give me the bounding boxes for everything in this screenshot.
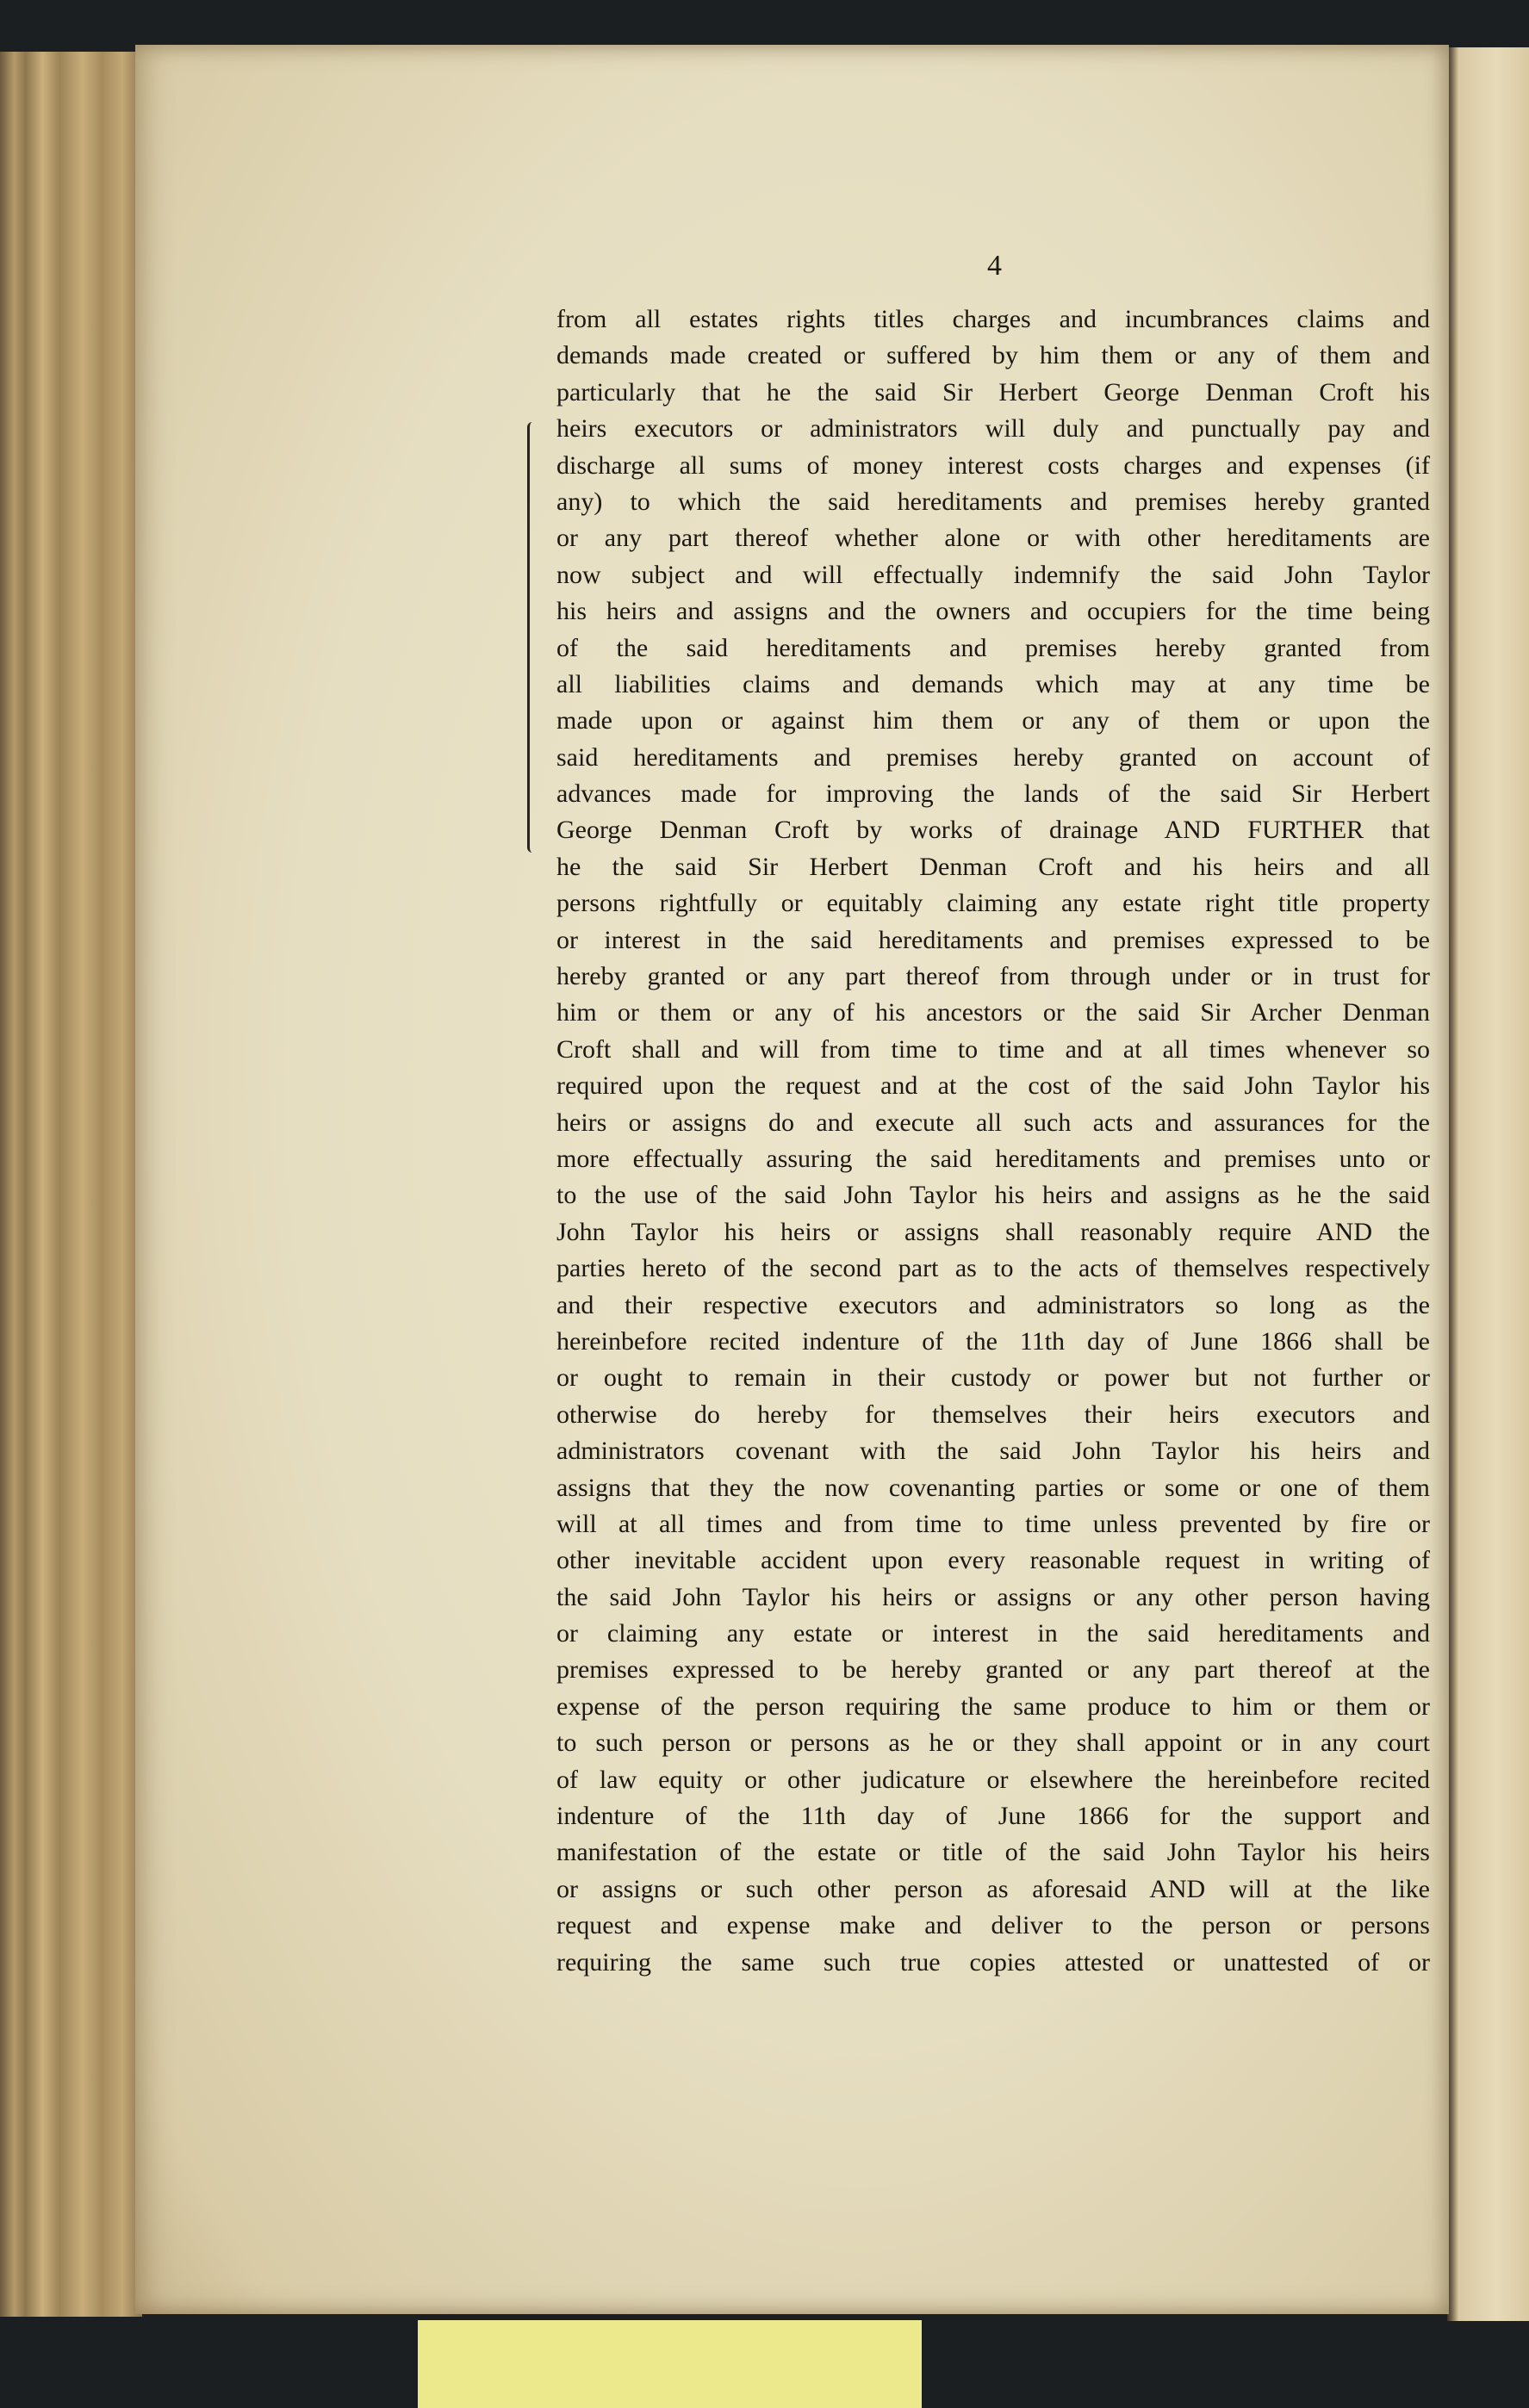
text-line: particularly that he the said Sir Herbert George Denman Croft his — [556, 377, 1430, 407]
yellow-bookmark-tab — [418, 2320, 922, 2408]
text-line: now subject and will effectually indemnify the said John Taylor — [556, 560, 1430, 589]
text-line: or interest in the said hereditaments and premises expressed to be — [556, 925, 1430, 954]
text-line: manifestation of the estate or title of the said John Taylor his heirs — [556, 1838, 1430, 1867]
text-line: hereinbefore recited indenture of the 11th day of June 1866 shall be — [556, 1326, 1430, 1356]
text-line: or assigns or such other person as aforesaid AND will at the like — [556, 1874, 1430, 1903]
text-line: heirs or assigns do and execute all such acts and assurances for the — [556, 1108, 1430, 1137]
text-line: John Taylor his heirs or assigns shall reasonably require AND the — [556, 1217, 1430, 1246]
text-line: assigns that they the now covenanting parties or some or one of them — [556, 1473, 1430, 1502]
text-line: more effectually assuring the said hereditaments and premises unto or — [556, 1144, 1430, 1173]
facing-page-edge — [1447, 47, 1529, 2321]
text-line: other inevitable accident upon every reasonable request in writing of — [556, 1546, 1430, 1575]
text-line: persons rightfully or equitably claiming any estate right title property — [556, 889, 1430, 918]
text-line: made upon or against him them or any of them or upon the — [556, 706, 1430, 735]
text-line: requiring the same such true copies attested or unattested of or — [556, 1947, 1430, 1977]
margin-bracket-mark — [527, 422, 533, 853]
text-line: he the said Sir Herbert Denman Croft and his heirs and all — [556, 852, 1430, 881]
text-line: said hereditaments and premises hereby granted on account of — [556, 742, 1430, 772]
text-line: and their respective executors and administrators so long as the — [556, 1290, 1430, 1319]
text-line: all liabilities claims and demands which may at any time be — [556, 669, 1430, 698]
text-line: indenture of the 11th day of June 1866 for the support and — [556, 1802, 1430, 1831]
text-line: to such person or persons as he or they shall appoint or in any court — [556, 1728, 1430, 1758]
text-line: his heirs and assigns and the owners and occupiers for the time being — [556, 597, 1430, 626]
text-line: to the use of the said John Taylor his heirs and assigns as he the said — [556, 1181, 1430, 1210]
text-line: or ought to remain in their custody or power but not further or — [556, 1363, 1430, 1393]
text-line: from all estates rights titles charges and incumbrances claims and — [556, 305, 1430, 333]
stacked-page-edges — [0, 52, 142, 2317]
text-line: advances made for improving the lands of the said Sir Herbert — [556, 779, 1430, 809]
text-line: discharge all sums of money interest costs charges and expenses (if — [556, 450, 1430, 480]
text-line: premises expressed to be hereby granted or any part thereof at the — [556, 1655, 1430, 1685]
text-line: demands made created or suffered by him them or any of them and — [556, 341, 1430, 370]
text-line: expense of the person requiring the same produce to him or them or — [556, 1691, 1430, 1721]
text-line: hereby granted or any part thereof from through under or in trust for — [556, 962, 1430, 991]
text-line: any) to which the said hereditaments and premises hereby granted — [556, 487, 1430, 516]
text-line: otherwise do hereby for themselves their heirs executors and — [556, 1399, 1430, 1429]
text-line: him or them or any of his ancestors or the said Sir Archer Denman — [556, 998, 1430, 1027]
text-line: request and expense make and deliver to the person or persons — [556, 1911, 1430, 1940]
text-line: of the said hereditaments and premises hereby granted from — [556, 633, 1430, 662]
text-line: or claiming any estate or interest in the said hereditaments and — [556, 1619, 1430, 1648]
text-line: heirs executors or administrators will duly and punctually pay and — [556, 414, 1430, 444]
page-number: 4 — [987, 250, 1002, 282]
text-line: will at all times and from time to time unless prevented by fire or — [556, 1509, 1430, 1538]
text-line: the said John Taylor his heirs or assigns or any other person having — [556, 1582, 1430, 1611]
text-line: required upon the request and at the cost of the said John Taylor his — [556, 1071, 1430, 1101]
text-line: George Denman Croft by works of drainage AND FURTHER that — [556, 816, 1430, 845]
body-text — [556, 301, 1430, 1981]
text-line: administrators covenant with the said John Taylor his heirs and — [556, 1437, 1430, 1466]
text-line: Croft shall and will from time to time and at all times whenever so — [556, 1034, 1430, 1064]
text-line: of law equity or other judicature or elsewhere the hereinbefore recited — [556, 1765, 1430, 1794]
text-line: parties hereto of the second part as to the acts of themselves respectively — [556, 1254, 1430, 1283]
text-line: or any part thereof whether alone or with other hereditaments are — [556, 524, 1430, 553]
